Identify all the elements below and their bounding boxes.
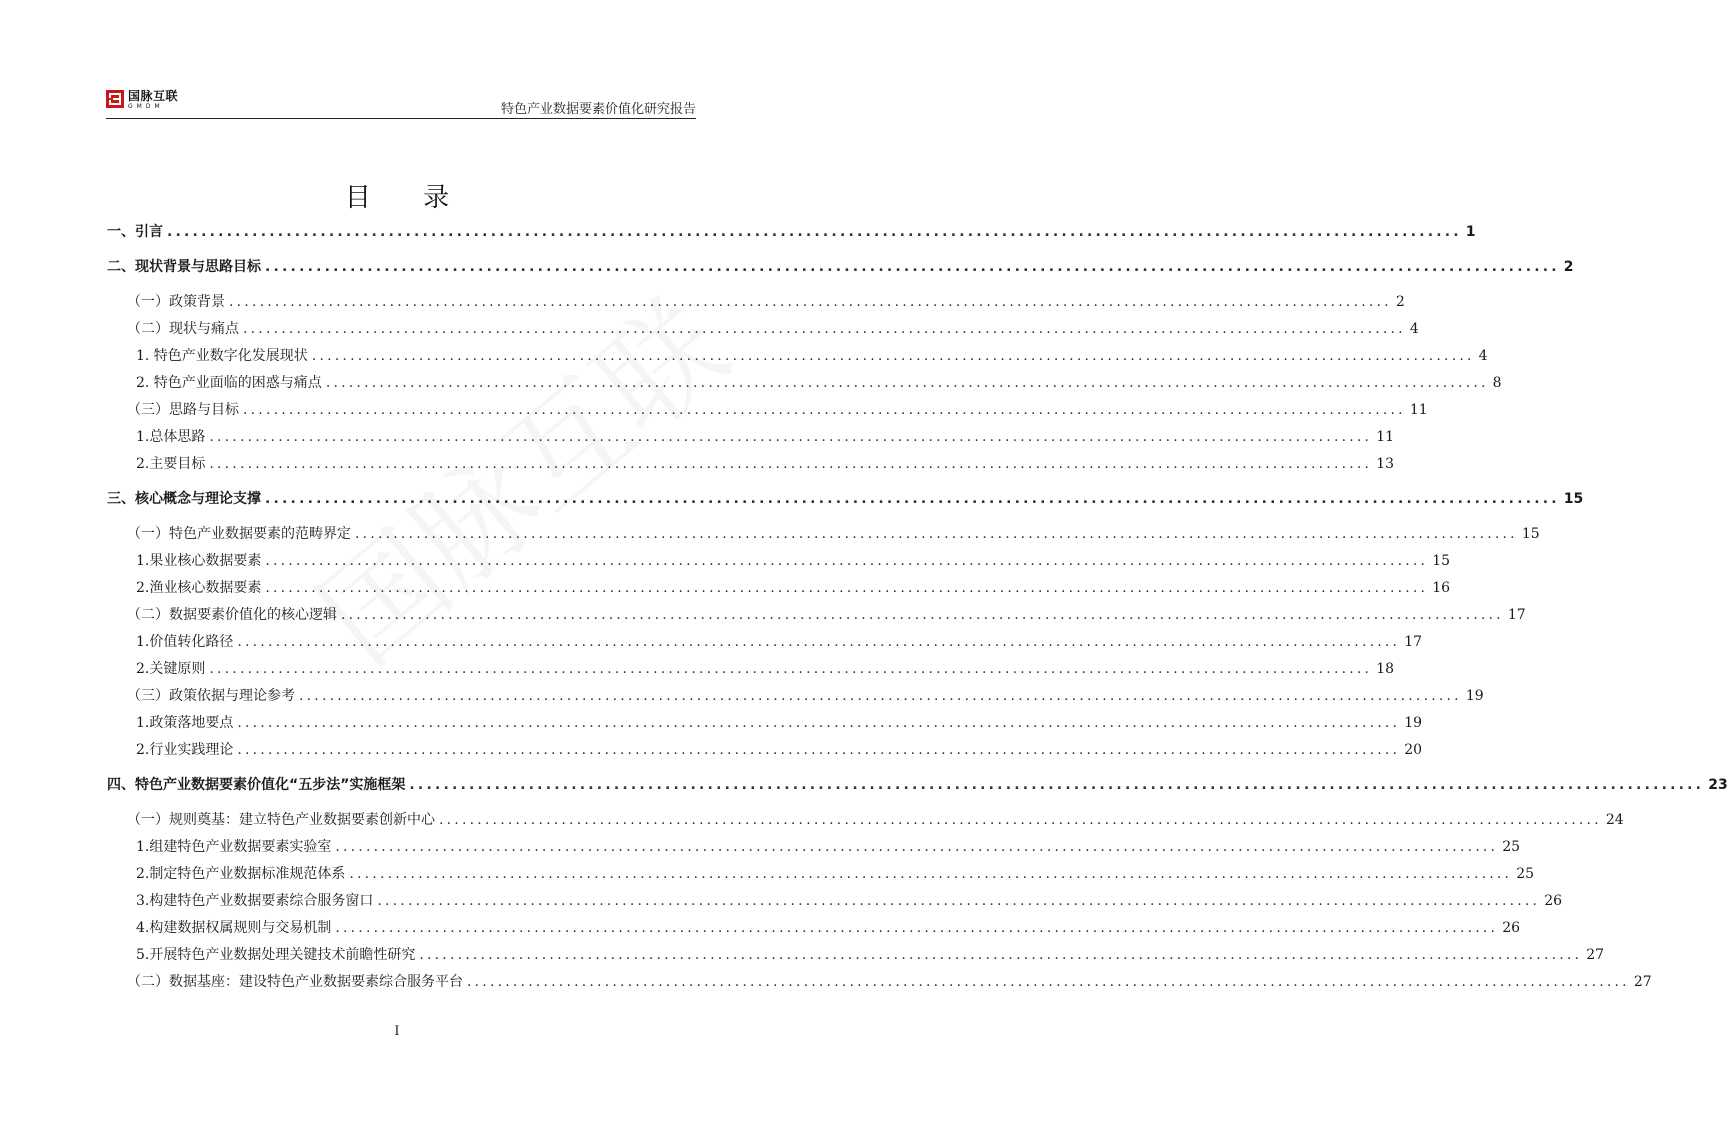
toc-entry[interactable]	[107, 775, 1728, 795]
toc-entry[interactable]	[136, 864, 1535, 884]
toc-entry[interactable]	[136, 740, 1423, 760]
toc-entry-page: 25	[1516, 866, 1535, 882]
toc-entry-label: 三、核心概念与理论支撑	[107, 491, 261, 507]
toc-entry-label: （一）政策背景	[127, 294, 225, 310]
toc-entry-label: （三）政策依据与理论参考	[127, 688, 295, 704]
toc-entry[interactable]	[136, 578, 1451, 598]
toc-entry[interactable]	[136, 373, 1502, 393]
toc-entry-page: 2	[1395, 294, 1405, 310]
toc-entry-label: 二、现状背景与思路目标	[107, 259, 261, 275]
toc-entry-label: 3.构建特色产业数据要素综合服务窗口	[136, 893, 374, 909]
toc-entry-label: （二）数据要素价值化的核心逻辑	[127, 607, 337, 623]
toc-entry-label: 一、引言	[107, 224, 163, 240]
toc-entry-label: 2.主要目标	[136, 456, 206, 472]
toc-entry-label: 1.果业核心数据要素	[136, 553, 262, 569]
toc-entry-page: 15	[1432, 553, 1451, 569]
watermark-text: 国脉互联	[295, 276, 753, 692]
toc-entry[interactable]	[136, 454, 1395, 474]
toc-leader-dots	[237, 632, 1400, 652]
toc-entry[interactable]	[127, 292, 1405, 312]
toc-entry-page: 17	[1507, 607, 1526, 623]
toc-entry-page: 8	[1492, 375, 1502, 391]
toc-entry-page: 27	[1633, 974, 1652, 990]
toc-leader-dots	[312, 346, 1475, 366]
toc-leader-dots	[349, 864, 1512, 884]
toc-entry-page: 24	[1605, 812, 1624, 828]
toc-entry-page: 1	[1465, 224, 1476, 240]
toc-entry-page: 15	[1521, 526, 1540, 542]
toc-entry-page: 4	[1478, 348, 1488, 364]
toc-entry-label: 2.制定特色产业数据标准规范体系	[136, 866, 346, 882]
toc-entry-label: （一）规则奠基：建立特色产业数据要素创新中心	[127, 812, 435, 828]
toc-leader-dots	[229, 292, 1392, 312]
toc-leader-dots	[209, 659, 1372, 679]
toc-entry-page: 19	[1465, 688, 1484, 704]
toc-entry[interactable]	[127, 972, 1652, 992]
page-number: I	[394, 1024, 400, 1039]
toc-entry-page: 19	[1404, 715, 1423, 731]
toc-entry-page: 27	[1586, 947, 1605, 963]
toc-entry-label: （一）特色产业数据要素的范畴界定	[127, 526, 351, 542]
toc-entry-page: 15	[1563, 491, 1584, 507]
toc-entry[interactable]	[136, 918, 1521, 938]
toc-entry-label: 2.渔业核心数据要素	[136, 580, 262, 596]
toc-entry-label: 1.总体思路	[136, 429, 206, 445]
toc-entry[interactable]	[136, 837, 1521, 857]
toc-entry-page: 16	[1432, 580, 1451, 596]
toc-entry-page: 25	[1502, 839, 1521, 855]
toc-leader-dots	[167, 222, 1462, 242]
toc-entry[interactable]	[136, 891, 1563, 911]
toc-entry[interactable]	[107, 257, 1574, 277]
toc-entry[interactable]	[136, 713, 1423, 733]
toc-entry-label: 2. 特色产业面临的困惑与痛点	[136, 375, 322, 391]
toc-entry-label: （二）现状与痛点	[127, 321, 239, 337]
logo-text-en: GMDM	[128, 103, 164, 110]
toc-entry[interactable]	[136, 659, 1395, 679]
toc-leader-dots	[243, 319, 1406, 339]
toc-leader-dots	[237, 713, 1400, 733]
toc-entry[interactable]	[107, 222, 1476, 242]
toc-title: 目 录	[344, 183, 472, 213]
toc-entry[interactable]	[136, 632, 1423, 652]
toc-entry-page: 23	[1708, 777, 1728, 793]
toc-entry-label: 4.构建数据权属规则与交易机制	[136, 920, 332, 936]
document-title: 特色产业数据要素价值化研究报告	[500, 102, 696, 117]
toc-entry-label: 5.开展特色产业数据处理关键技术前瞻性研究	[136, 947, 416, 963]
toc-entry[interactable]	[127, 319, 1419, 339]
toc-leader-dots	[335, 918, 1498, 938]
toc-entry-label: 1.政策落地要点	[136, 715, 234, 731]
toc-entry-page: 2	[1563, 259, 1574, 275]
toc-entry-label: 2.关键原则	[136, 661, 206, 677]
toc-entry-page: 4	[1409, 321, 1419, 337]
toc-entry[interactable]	[127, 686, 1484, 706]
toc-leader-dots	[265, 257, 1560, 277]
toc-entry-label: 四、特色产业数据要素价值化“五步法”实施框架	[107, 777, 406, 793]
toc-leader-dots	[419, 945, 1582, 965]
toc-entry[interactable]	[136, 427, 1395, 447]
toc-leader-dots	[209, 454, 1372, 474]
toc-entry-page: 17	[1404, 634, 1423, 650]
toc-leader-dots	[243, 400, 1406, 420]
toc-entry[interactable]	[107, 489, 1584, 509]
toc-leader-dots	[237, 740, 1400, 760]
toc-leader-dots	[409, 775, 1704, 795]
toc-entry-label: 2.行业实践理论	[136, 742, 234, 758]
toc-entry-page: 11	[1409, 402, 1428, 418]
toc-leader-dots	[326, 373, 1489, 393]
toc-entry[interactable]	[136, 346, 1488, 366]
toc-entry[interactable]	[127, 605, 1526, 625]
toc-entry-label: 1.组建特色产业数据要素实验室	[136, 839, 332, 855]
toc-leader-dots	[439, 810, 1602, 830]
toc-leader-dots	[209, 427, 1372, 447]
toc-leader-dots	[341, 605, 1504, 625]
toc-entry-page: 26	[1544, 893, 1563, 909]
toc-entry-label: 1.价值转化路径	[136, 634, 234, 650]
toc-leader-dots	[335, 837, 1498, 857]
toc-leader-dots	[467, 972, 1630, 992]
toc-entry-page: 11	[1376, 429, 1395, 445]
toc-entry[interactable]	[127, 810, 1624, 830]
toc-entry-page: 20	[1404, 742, 1423, 758]
toc-entry-label: （二）数据基座：建设特色产业数据要素综合服务平台	[127, 974, 463, 990]
toc-leader-dots	[377, 891, 1540, 911]
toc-entry-page: 18	[1376, 661, 1395, 677]
toc-entry[interactable]	[136, 551, 1451, 571]
toc-entry-page: 13	[1376, 456, 1395, 472]
toc-entry-label: （三）思路与目标	[127, 402, 239, 418]
toc-entry[interactable]	[136, 945, 1605, 965]
toc-leader-dots	[265, 578, 1428, 598]
toc-leader-dots	[299, 686, 1462, 706]
toc-entry-page: 26	[1502, 920, 1521, 936]
toc-leader-dots	[265, 551, 1428, 571]
toc-entry[interactable]	[127, 524, 1540, 544]
logo-text-cn: 国脉互联	[128, 89, 179, 103]
toc-entry[interactable]	[127, 400, 1428, 420]
toc-leader-dots	[265, 489, 1560, 509]
toc-entry-label: 1. 特色产业数字化发展现状	[136, 348, 308, 364]
toc-leader-dots	[355, 524, 1518, 544]
